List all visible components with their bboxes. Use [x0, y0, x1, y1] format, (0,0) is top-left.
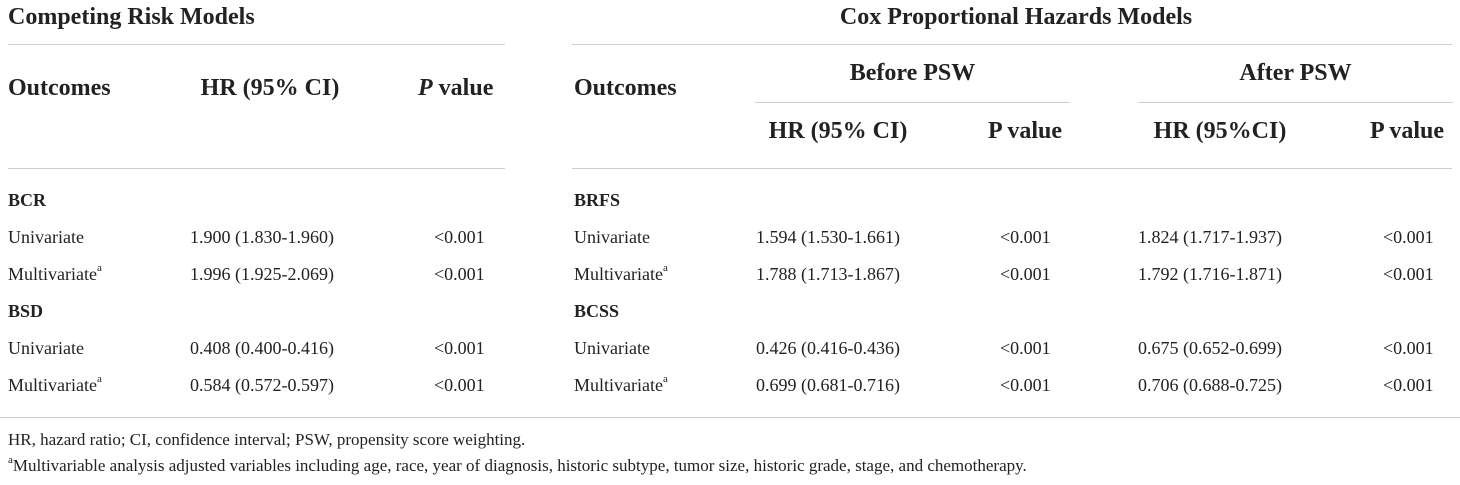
row-label: Univariate [8, 338, 84, 358]
p-before: <0.001 [1000, 227, 1051, 247]
row-label: Univariate [8, 227, 84, 247]
row-label: Multivariate$^a$ [574, 373, 668, 395]
row-label: Multivariate$^a$ [8, 373, 102, 395]
group-bsd: BSD [8, 301, 44, 321]
rule-cox-header [572, 168, 1452, 169]
p-after: <0.001 [1383, 338, 1434, 358]
competing-col-hr: HR (95% CI) [200, 75, 340, 101]
p-before: <0.001 [1000, 264, 1051, 284]
rule-cox-title [572, 44, 1452, 45]
hr-after: 0.706 (0.688-0.725) [1138, 375, 1282, 395]
rule-competing-header [8, 168, 505, 169]
hr-value: 0.408 (0.400-0.416) [190, 338, 334, 358]
hr-after: 1.792 (1.716-1.871) [1138, 264, 1282, 284]
p-italic: P [418, 75, 433, 101]
group-brfs: BRFS [574, 190, 621, 210]
p-after: <0.001 [1383, 375, 1434, 395]
hr-before: 0.426 (0.416-0.436) [756, 338, 900, 358]
cox-before-psw: Before PSW [849, 60, 976, 86]
row-label: Multivariate$^a$ [574, 262, 668, 284]
p-value: <0.001 [434, 227, 485, 247]
hr-before: 0.699 (0.681-0.716) [756, 375, 900, 395]
row-label: Multivariate$^a$ [8, 262, 102, 284]
p-value: <0.001 [434, 264, 485, 284]
cox-col-outcomes: Outcomes [574, 75, 677, 101]
hr-before: 1.594 (1.530-1.661) [756, 227, 900, 247]
p-after: <0.001 [1383, 264, 1434, 284]
cox-after-psw: After PSW [1239, 60, 1352, 86]
p-after: <0.001 [1383, 227, 1434, 247]
p-value: <0.001 [434, 375, 485, 395]
footnote-multivariable: $^a$Multivariable analysis adjusted variables including age, race, year of diagnosis, historic subtype, tumor size, historic grade, stage, and chemotherapy. [8, 454, 1027, 475]
hr-value: 0.584 (0.572-0.597) [190, 375, 334, 395]
p-rest: value [432, 75, 494, 101]
rule-after-psw [1138, 102, 1453, 103]
cox-after-p: P value [1370, 118, 1445, 144]
hr-after: 1.824 (1.717-1.937) [1138, 227, 1282, 247]
hr-value: 1.996 (1.925-2.069) [190, 264, 334, 284]
competing-col-p [418, 75, 493, 102]
p-value: <0.001 [434, 338, 485, 358]
row-label: Univariate [574, 227, 650, 247]
cox-before-hr: HR (95% CI) [768, 118, 908, 144]
group-bcr: BCR [8, 190, 47, 210]
p-before: <0.001 [1000, 375, 1051, 395]
competing-col-outcomes: Outcomes [8, 75, 111, 101]
hr-after: 0.675 (0.652-0.699) [1138, 338, 1282, 358]
cox-before-p: P value [988, 118, 1063, 144]
p-before: <0.001 [1000, 338, 1051, 358]
group-bcss: BCSS [574, 301, 620, 321]
rule-competing-title [8, 44, 505, 45]
rule-before-psw [755, 102, 1070, 103]
cox-models-title: Cox Proportional Hazards Models [839, 4, 1193, 30]
competing-risk-title: Competing Risk Models [8, 4, 255, 30]
cox-after-hr: HR (95%CI) [1153, 118, 1287, 144]
hr-value: 1.900 (1.830-1.960) [190, 227, 334, 247]
hr-before: 1.788 (1.713-1.867) [756, 264, 900, 284]
row-label: Univariate [574, 338, 650, 358]
rule-table-bottom [0, 417, 1460, 418]
footnote-abbreviations: HR, hazard ratio; CI, confidence interval; PSW, propensity score weighting. [8, 430, 526, 449]
